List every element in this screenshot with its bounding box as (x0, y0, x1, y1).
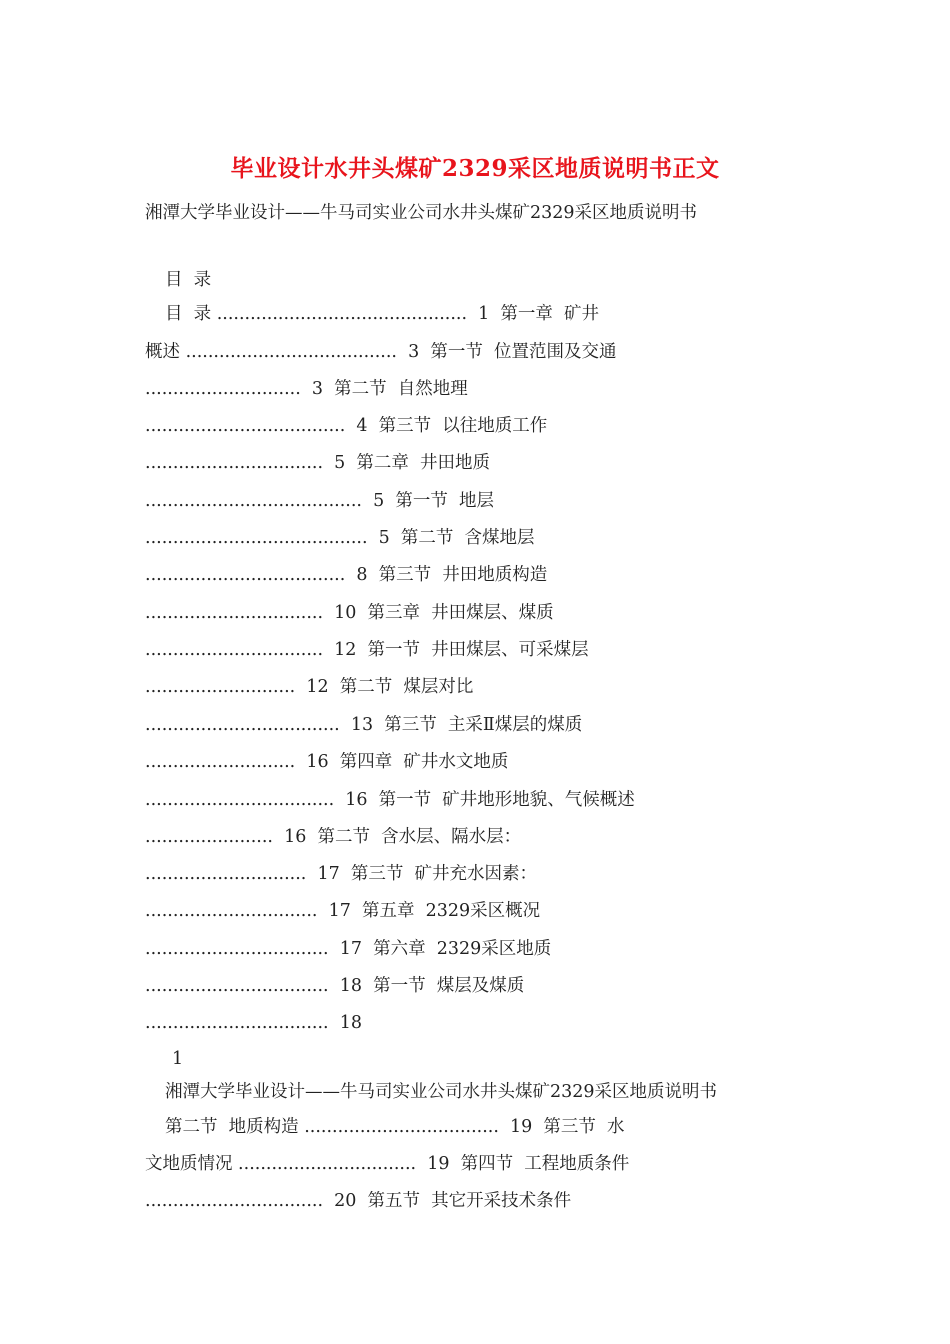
page-number: 1 (172, 1049, 184, 1069)
toc-line: ................................. 18 第一节 煤层及煤质 (145, 976, 525, 996)
toc-line: ................................. 17 第六章 2329采区地质 (145, 939, 552, 959)
toc-line: ................................ 12 第一节 井田煤层、可采煤层 (145, 640, 589, 660)
toc-line: ........................... 16 第四章 矿井水文地质 (145, 752, 509, 772)
toc-line: ............................. 17 第三节 矿井充水因素： (145, 864, 537, 884)
document-subtitle: 湘潭大学毕业设计——牛马司实业公司水井头煤矿2329采区地质说明书 (145, 203, 698, 223)
toc-line: ................................. 18 (145, 1013, 362, 1033)
toc-line: ................................ 5 第二章 井田地质 (145, 453, 491, 473)
toc-line: ........................................ 5 第二节 含煤地层 (145, 528, 535, 548)
toc-line: .................................... 4 第三节 以往地质工作 (145, 416, 548, 436)
toc-line: ................................ 10 第三章 井田煤层、煤质 (145, 603, 554, 623)
toc-line: ............................... 17 第五章 2329采区概况 (145, 901, 541, 921)
toc-line: 概述 ...................................... 3 第一节 位置范围及交通 (145, 342, 617, 362)
toc-line: ................................ 20 第五节 其它开采技术条件 (145, 1191, 572, 1211)
toc-line: ....................................... 5 第一节 地层 (145, 491, 494, 511)
toc-heading: 目 录 (165, 270, 212, 290)
toc-line: ............................ 3 第二节 自然地理 (145, 379, 468, 399)
toc-line: 第二节 地质构造 ................................... 19 第三节 水 (165, 1117, 625, 1137)
toc-line: 文地质情况 ................................ 19 第四节 工程地质条件 (145, 1154, 630, 1174)
toc-line: .................................. 16 第一节 矿井地形地貌、气候概述 (145, 790, 635, 810)
toc-line: ....................... 16 第二节 含水层、隔水层： (145, 827, 522, 847)
toc-line: .................................... 8 第三节 井田地质构造 (145, 565, 548, 585)
running-header: 湘潭大学毕业设计——牛马司实业公司水井头煤矿2329采区地质说明书 (165, 1082, 718, 1102)
toc-line: 目 录 ............................................. 1 第一章 矿井 (165, 304, 600, 324)
toc-line: ................................... 13 第三节 主采Ⅱ煤层的煤质 (145, 715, 583, 735)
document-title: 毕业设计水井头煤矿2329采区地质说明书正文 (230, 155, 720, 182)
toc-line: ........................... 12 第二节 煤层对比 (145, 677, 474, 697)
